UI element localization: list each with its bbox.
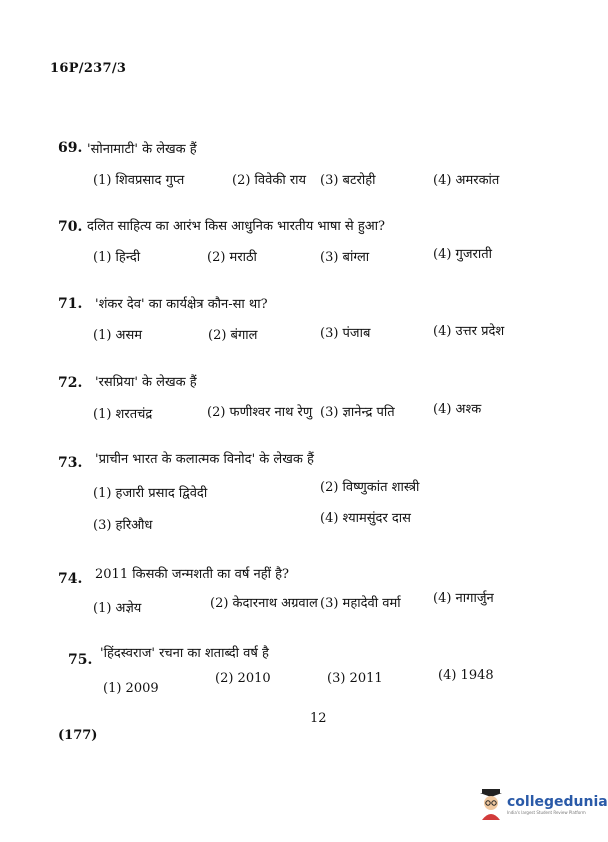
question-text: 'हिंदस्वराज' रचना का शताब्दी वर्ष है bbox=[100, 646, 269, 661]
option: (4) 1948 bbox=[438, 668, 494, 683]
brand-name: collegedunia bbox=[507, 793, 608, 810]
question-number: 70. bbox=[58, 219, 83, 235]
student-avatar-icon bbox=[478, 788, 504, 820]
option: (4) उत्तर प्रदेश bbox=[433, 324, 505, 339]
option: (3) महादेवी वर्मा bbox=[320, 596, 401, 611]
option: (2) विष्णुकांत शास्त्री bbox=[320, 480, 420, 495]
option: (3) ज्ञानेन्द्र पति bbox=[320, 405, 395, 420]
question-number: 69. bbox=[58, 140, 83, 156]
option: (1) शिवप्रसाद गुप्त bbox=[93, 173, 185, 188]
option: (1) असम bbox=[93, 328, 143, 343]
option: (2) बंगाल bbox=[208, 328, 258, 343]
question-number: 71. bbox=[58, 296, 83, 312]
option: (2) केदारनाथ अग्रवाल bbox=[210, 596, 318, 611]
footer-code: (177) bbox=[58, 728, 98, 743]
question-text: 'रसप्रिया' के लेखक हैं bbox=[95, 375, 197, 390]
option: (2) 2010 bbox=[215, 671, 271, 686]
option: (4) अमरकांत bbox=[433, 173, 500, 188]
page-number: 12 bbox=[310, 711, 327, 726]
question-text: 'सोनामाटी' के लेखक हैं bbox=[87, 142, 197, 157]
option: (4) श्यामसुंदर दास bbox=[320, 511, 411, 526]
option: (1) हजारी प्रसाद द्विवेदी bbox=[93, 486, 208, 501]
question-text: 'प्राचीन भारत के कलात्मक विनोद' के लेखक हैं bbox=[95, 452, 314, 467]
option: (2) फणीश्वर नाथ रेणु bbox=[207, 405, 313, 420]
question-number: 73. bbox=[58, 455, 83, 471]
option: (3) 2011 bbox=[327, 671, 383, 686]
watermark-logo bbox=[478, 788, 608, 820]
option: (4) गुजराती bbox=[433, 247, 492, 262]
option: (2) विवेकी राय bbox=[232, 173, 307, 188]
question-text: 2011 किसकी जन्मशती का वर्ष नहीं है? bbox=[95, 567, 289, 582]
option: (3) बांग्ला bbox=[320, 250, 370, 265]
option: (1) शरतचंद्र bbox=[93, 407, 153, 422]
option: (3) बटरोही bbox=[320, 173, 376, 188]
option: (3) हरिऔध bbox=[93, 518, 153, 533]
option: (3) पंजाब bbox=[320, 326, 371, 341]
brand-tagline: India's largest Student Review Platform bbox=[507, 809, 586, 815]
option: (1) हिन्दी bbox=[93, 250, 141, 265]
question-text: दलित साहित्य का आरंभ किस आधुनिक भारतीय भाषा से हुआ? bbox=[87, 219, 385, 234]
question-text: 'शंकर देव' का कार्यक्षेत्र कौन-सा था? bbox=[95, 297, 268, 312]
option: (1) 2009 bbox=[103, 681, 159, 696]
question-number: 74. bbox=[58, 571, 83, 587]
question-number: 75. bbox=[68, 652, 93, 668]
option: (1) अज्ञेय bbox=[93, 601, 142, 616]
option: (2) मराठी bbox=[207, 250, 257, 265]
option: (4) नागार्जुन bbox=[433, 591, 494, 606]
question-number: 72. bbox=[58, 375, 83, 391]
option: (4) अश्क bbox=[433, 402, 482, 417]
paper-code: 16P/237/3 bbox=[50, 61, 127, 76]
